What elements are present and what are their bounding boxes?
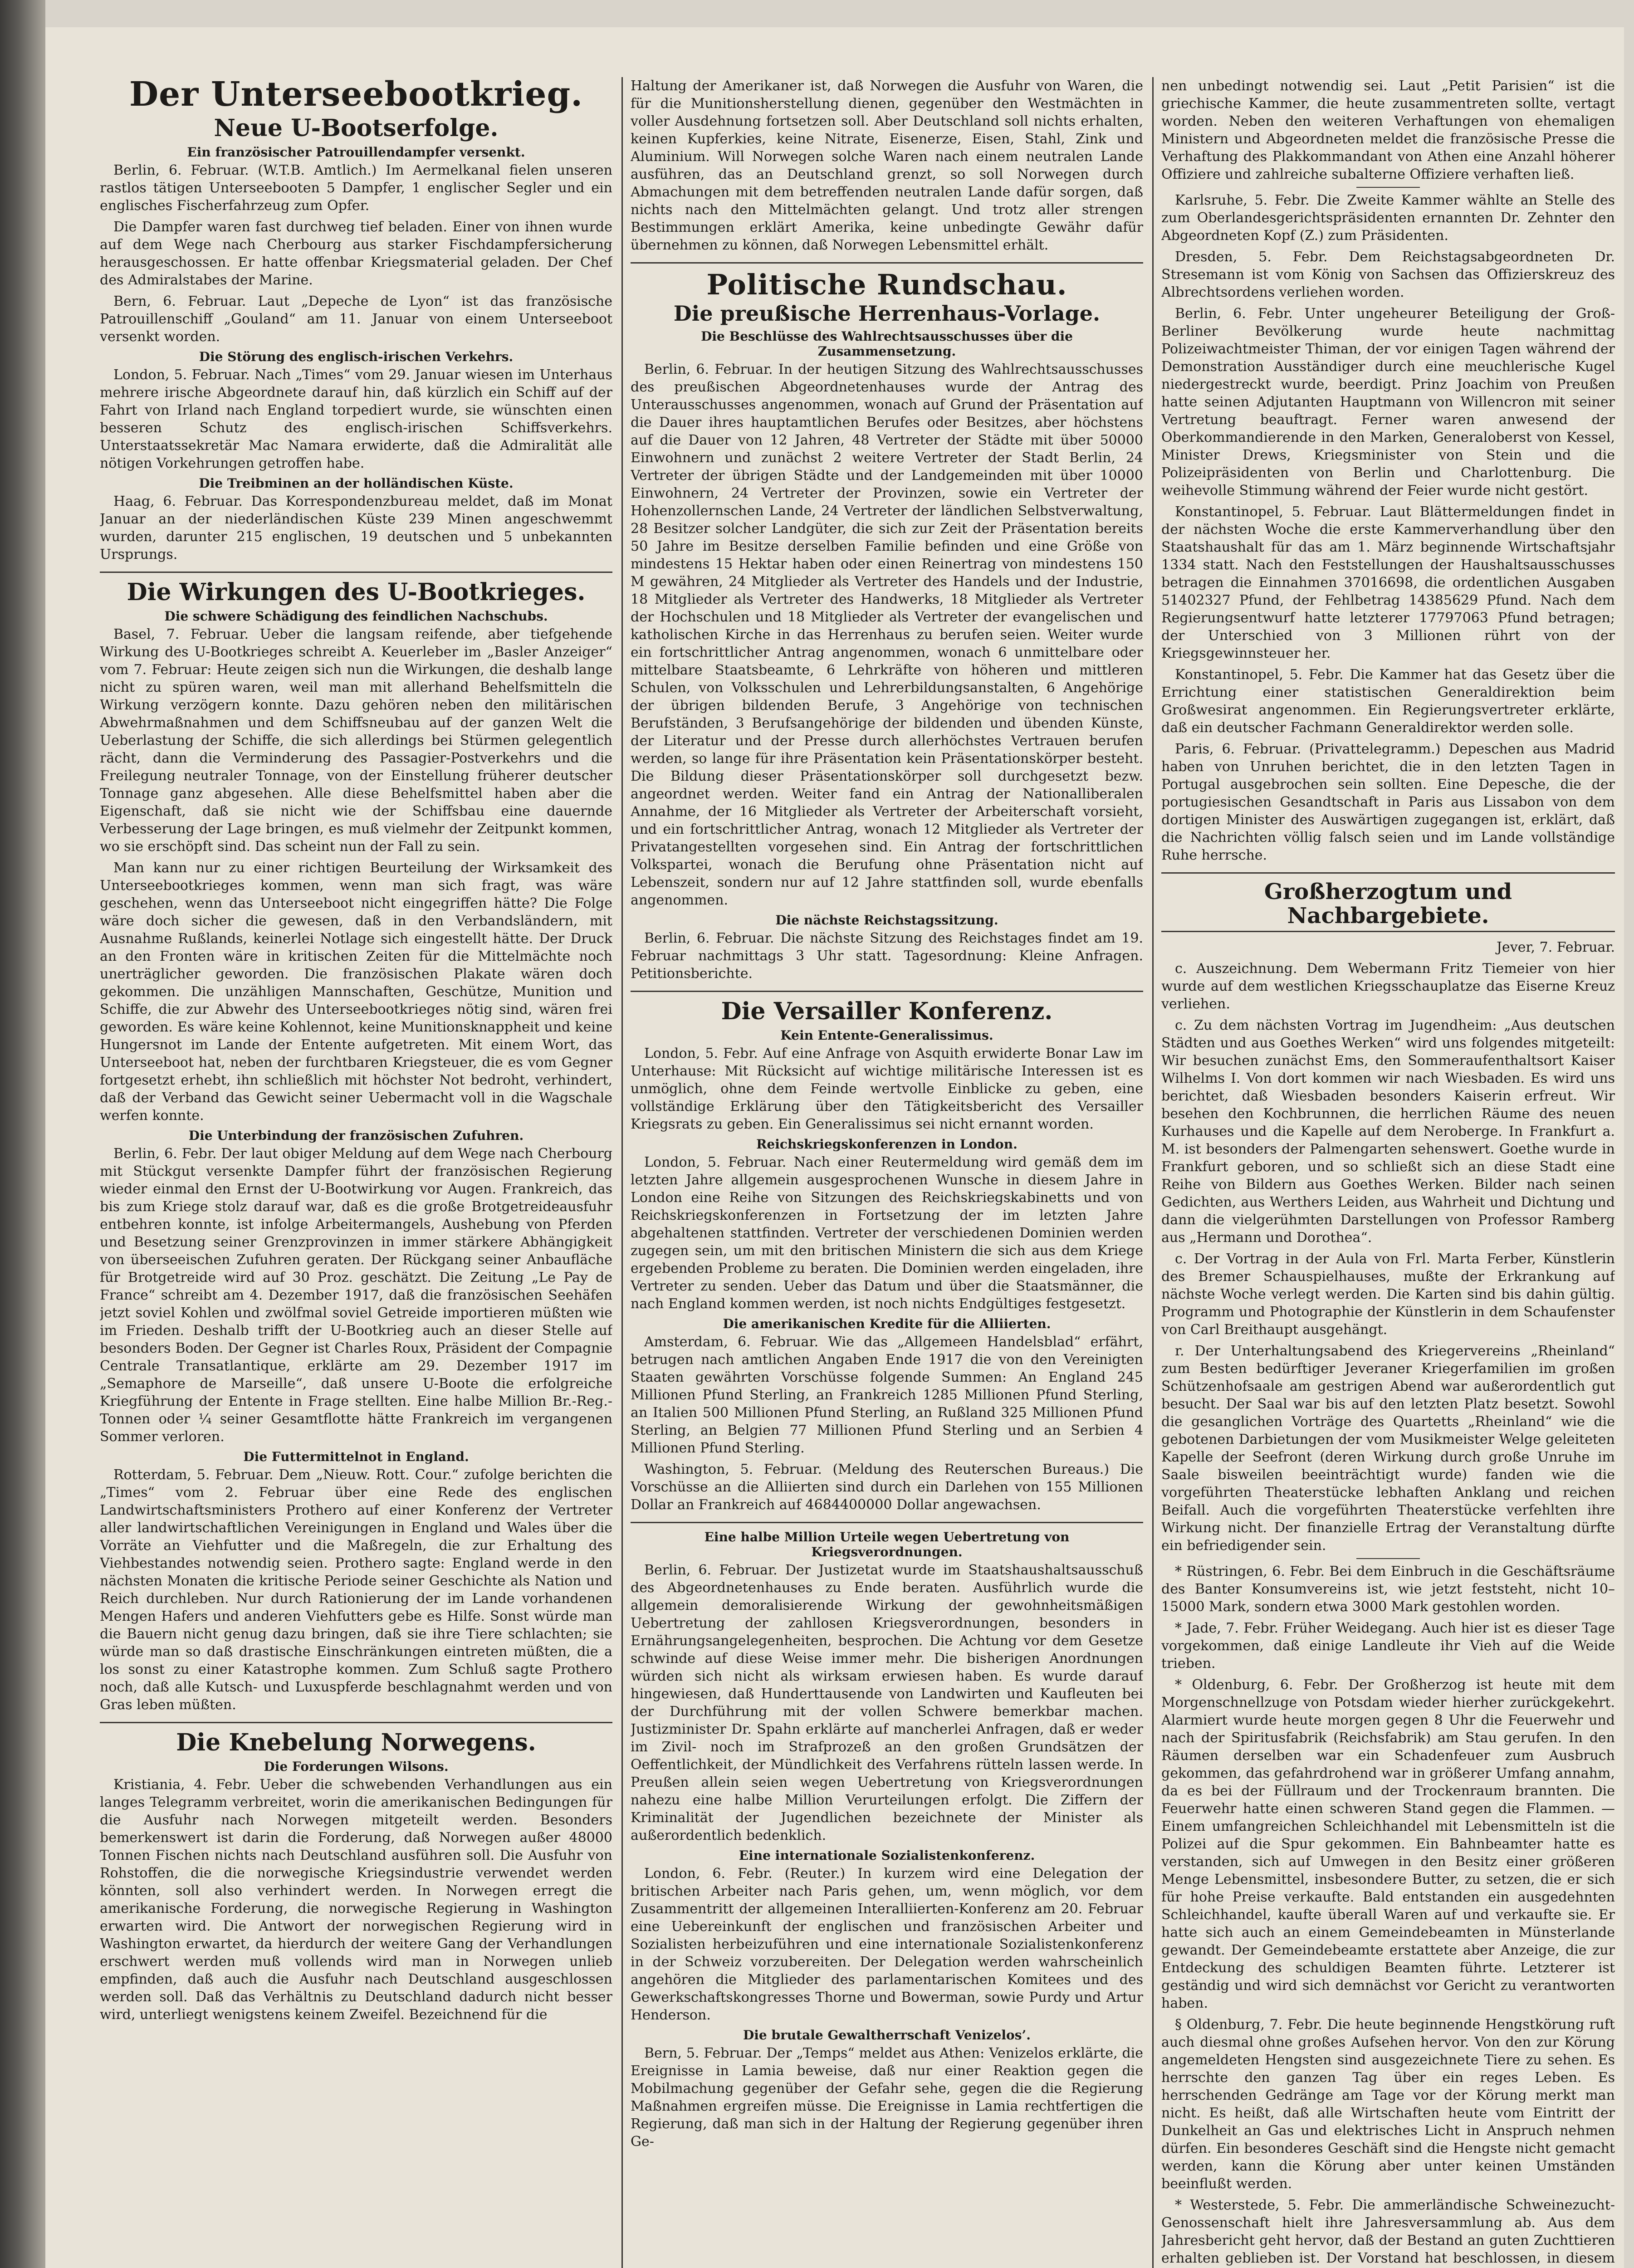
section-rule: [1161, 931, 1615, 932]
section-heading: Ein französischer Patrouillendampfer versenkt.: [187, 144, 525, 160]
separator: [1356, 1558, 1420, 1559]
article-paragraph: Konstantinopel, 5. Febr. Die Kammer hat das Gesetz über die Errichtung einer statistischen Generaldirektion beim Großwesirat angenommen. Ein Regierungsvertreter erklärte, daß ein deutscher Fachmann Generaldirektor werden solle.: [1161, 667, 1615, 736]
section-heading: Reichskriegskonferenzen in London.: [756, 1136, 1018, 1152]
article-paragraph: Washington, 5. Februar. (Meldung des Reuterschen Bureaus.) Die Vorschüsse an die Alliierten sind durch ein Darlehen von 155 Millionen Dollar an Frankreich auf 4684400000 Dollar angewachsen.: [631, 1461, 1143, 1513]
article-paragraph: Rotterdam, 5. Februar. Dem „Nieuw. Rott. Cour.“ zufolge berichten die „Times“ vom 2. Februar über eine Rede des englischen Landwirtschaftsministers Prothero auf einer Konferenz der Vertreter aller landwirtschaftlichen Vereinigungen in England und Wales über die Vorräte an Viehfutter und die Maßregeln, die zur Erhaltung des Viehbestandes notwendig seien. Prothero sagte: England werde in den nächsten Monaten die kritische Periode seiner Geschichte als Nation und Reich durchleben. Nur durch Rationierung der im Lande vorhandenen Mengen Hafers und anderen Viehfutters gebe es Hilfe. Sonst würde man die Bauern nicht genug dazu bringen, daß sie ihre Tiere schlachten; sie würde man so daß drastische Einschränkungen eintreten müßten, die a los sonst zu einer Katastrophe kommen. Zum Schluß sagte Prothero noch, daß alle Kutsch- und Luxuspferde beschlagnahmt werden und von Gras leben müßten.: [100, 1467, 612, 1713]
dateline: Jever, 7. Februar.: [1496, 939, 1615, 955]
column-2: [631, 77, 1143, 2268]
column-1: [100, 77, 612, 2268]
column-3: [1161, 77, 1615, 2268]
article-paragraph: * Jade, 7. Febr. Früher Weidegang. Auch hier ist es dieser Tage vorgekommen, daß einige Landleute ihr Vieh auf die Weide trieben.: [1161, 1620, 1615, 1672]
section-heading: Eine halbe Million Urteile wegen Uebertretung von Kriegsverordnungen.: [704, 1529, 1070, 1559]
article-paragraph: Die Dampfer waren fast durchweg tief beladen. Einer von ihnen wurde auf dem Wege nach Cherbourg aus starker Fischdampfersicherung herausgeschossen. Er hatte offenbar Kriegsmaterial geladen. Der Chef des Admiralstabes der Marine.: [100, 219, 612, 288]
article-paragraph: Amsterdam, 6. Februar. Wie das „Allgemeen Handelsblad“ erfährt, betrugen nach amtlichen Angaben Ende 1917 die von den Vereinigten Staaten gewährten Vorschüsse folgende Summen: An England 245 Millionen Pfund Sterling, an Frankreich 1285 Millionen Pfund Sterling, an Italien 500 Millionen Pfund Sterling, an Rußland 325 Millionen Pfund Sterling, an Belgien 77 Millionen Pfund Sterling und an Serbien 4 Millionen Pfund Sterling.: [631, 1334, 1143, 1456]
section-heading: Die Unterbindung der französischen Zufuhren.: [188, 1128, 524, 1144]
article-paragraph: Kristiania, 4. Febr. Ueber die schwebenden Verhandlungen aus ein langes Telegramm verbreitet, worin die amerikanischen Bedingungen für die Ausfuhr nach Norwegen mitgeteilt werden. Besonders bemerkenswert ist darin die Forderung, daß Norwegen außer 48000 Tonnen Fischen nichts nach Deutschland ausführen soll. Die Ausfuhr von Rohstoffen, die die norwegische Kriegsindustrie verwendet werden könnten, soll also verhindert werden. In Norwegen erregt die amerikanische Forderung, die norwegische Regierung in Washington erwarten wird. Die Antwort der norwegischen Regierung wird in Washington erwartet, da hierdurch der weitere Gang der Verhandlungen erschwert werden muß vollends wird man in Norwegen unlieb empfinden, daß auch die Ausfuhr nach Deutschland ausgeschlossen werden soll. Daß das Verhältnis zu Deutschland dadurch nicht besser wird, unterliegt wenigstens keinem Zweifel. Bezeichnend für die: [100, 1777, 612, 2023]
article-paragraph: Paris, 6. Februar. (Privattelegramm.) Depeschen aus Madrid haben von Unruhen berichtet, die in den letzten Tagen in Portugal ausgebrochen sein sollten. Eine Depesche, die der portugiesischen Gesandtschaft in Paris aus Lissabon von dem dortigen Minister des Auswärtigen zugegangen ist, erklärt, daß die Nachrichten völlig falsch seien und im Lande vollständige Ruhe herrsche.: [1161, 741, 1615, 863]
article-paragraph: * Westerstede, 5. Febr. Die ammerländische Schweinezucht-Genossenschaft hielt ihre Jahresversammlung ab. Aus dem Jahresbericht geht hervor, daß der Bestand an guten Zuchttieren erhalten geblieben ist. Der Vorstand hat beschlossen, in diesem: [1161, 2197, 1615, 2266]
article-paragraph: Basel, 7. Februar. Ueber die langsam reifende, aber tiefgehende Wirkung des U-Bootkrieges schreibt A. Keuerleber im „Basler Anzeiger“ vom 7. Februar: Heute zeigen sich nun die Wirkungen, die deshalb lange nicht zu spüren waren, weil man mit allerhand Behelfsmitteln die Wirkung verzögern konnte. Dazu gehören neben den militärischen Abwehrmaßnahmen und dem Schiffsneubau auf der ganzen Welt die Ueberlastung der Schiffe, die sich allerdings bei Stürmen gelegentlich rächt, dann die Verminderung des Passagier-Postverkehrs und die Freilegung neutraler Tonnage, von der Einstellung früherer deutscher Tonnage ganz abgesehen. Alle diese Behelfsmittel haben aber die Eigenschaft, daß sie nicht wie der Schiffsbau eine dauernde Verbesserung der Lage bringen, es muß vielmehr der Zeitpunkt kommen, wo sie erschöpft sind. Das scheint nun der Fall zu sein.: [100, 626, 612, 855]
section-rule: [1161, 872, 1615, 874]
headline: Der Unterseebootkrieg.: [129, 77, 583, 114]
article-paragraph: Berlin, 6. Febr. Unter ungeheurer Beteiligung der Groß-Berliner Bevölkerung wurde heute nachmittag Polizeiwachtmeister Thiman, der vor einigen Tagen während der Demonstration Ausständiger durch eine meuchlerische Kugel niedergestreckt wurde, beerdigt. Prinz Joachim von Preußen hatte seinen Adjutanten Hauptmann von Willencron mit seiner Vertretung beauftragt. Ferner waren anwesend der Oberkommandierende in den Marken, Generaloberst von Kessel, Minister Drews, Kriegsminister von Stein und die Polizeipräsidenten von Berlin und Charlottenburg. Die weihevolle Stimmung während der Feier wurde nicht gestört.: [1161, 306, 1615, 499]
column-divider: [621, 77, 623, 2268]
section-rule: [631, 991, 1143, 992]
article-paragraph: London, 6. Febr. (Reuter.) In kurzem wird eine Delegation der britischen Arbeiter nach Paris gehen, um, wenn möglich, vor dem Zusammentritt der allgemeinen Interalliierten-Konferenz am 20. Februar eine Uebereinkunft der englischen und französischen Arbeiter und Sozialisten herbeizuführen und eine internationale Sozialistenkonferenz in der Schweiz vorzubereiten. Der Delegation werden wahrscheinlich angehören die Mitglieder des parlamentarischen Komitees und des Gewerkschaftskongresses Thorne und Bowerman, sowie Purdy und Artur Henderson.: [631, 1865, 1143, 2023]
article-paragraph: Konstantinopel, 5. Februar. Laut Blättermeldungen findet in der nächsten Woche die erste Kammerverhandlung über den Staatshaushalt für das am 1. März beginnende Wirtschaftsjahr 1334 statt. Nach den Feststellungen der Haushaltsausschusses betragen die Einnahmen 37016698, die ordentlichen Ausgaben 51402327 Pfund, der Fehlbetrag 14385629 Pfund. Nach dem Regierungsentwurf hatte letzterer 17797063 Pfund betragen; der Unterschied von 3 Millionen rührt von der Kriegsgewinnsteuer her.: [1161, 504, 1615, 661]
article-paragraph: Berlin, 6. Februar. In der heutigen Sitzung des Wahlrechtsausschusses des preußischen Abgeordnetenhauses wurde der Antrag des Unterausschusses angenommen, wonach auf Grund der Präsentation auf die Dauer ihres hauptamtlichen Berufes oder Besitzes, aber höchstens auf die Dauer von 12 Jahren, 48 Vertreter der Städte mit über 50000 Einwohnern und zunächst 2 weitere Vertreter der Stadt Berlin, 24 Vertreter der übrigen Städte und der Landgemeinden mit über 10000 Einwohnern, 24 Vertreter der Provinzen, sowie ein Vertreter der Hohenzollernschen Lande, 24 Vertreter der ländlichen Selbstverwaltung, 28 Besitzer solcher Landgüter, die sich zur Zeit der Präsentation bereits 50 Jahre im Besitze derselben Familie befinden und eine Größe von mindestens 15 Hektar haben oder einen Reinertrag von mindestens 150 M gewähren, 24 Mitglieder als Vertreter des Handels und der Industrie, 18 Mitglieder als Vertreter des Handwerks, 18 Mitglieder als Vertreter der Hochschulen und 18 Mitglieder als Vertreter der evangelischen und katholischen Kirche in das Herrenhaus zu berufen seien. Weiter wurde ein fortschrittlicher Antrag angenommen, wonach 6 unmittelbare oder mittelbare Staatsbeamte, 6 Lehrkräfte von höheren und mittleren Schulen, von Volksschulen und Lehrerbildungsanstalten, 6 Angehörige der übrigen bildenden Berufe, 3 Angehörige von technischen Berufständen, 3 Berufsangehörige der bildenden und übenden Künste, der Literatur und der Presse durch allerhöchstes Vertrauen berufen werden, so lange für ihre Präsentation kein Präsentationskörper besteht. Die Bildung dieser Präsentationskörper soll durchgesetzt bezw. angeordnet werden. Weiter fand ein Antrag der Nationalliberalen Annahme, der 16 Mitglieder als Vertreter der Arbeiterschaft vorsieht, und ein fortschrittlicher Antrag, wonach 12 Mitglieder als Vertreter der Privatangestellten vorgesehen sind. Ein Antrag der fortschrittlichen Volkspartei, wonach die Berufung ohne Präsentation nicht auf Lebenszeit, sondern nur auf 12 Jahre stattfinden soll, wurde ebenfalls angenommen.: [631, 361, 1143, 908]
article-paragraph: Berlin, 6. Februar. Die nächste Sitzung des Reichstages findet am 19. Februar nachmittags 3 Uhr statt. Tagesordnung: Kleine Anfragen. Petitionsberichte.: [631, 930, 1143, 982]
section-heading: Die Forderungen Wilsons.: [264, 1759, 449, 1774]
subheadline: Die preußische Herrenhaus-Vorlage.: [673, 301, 1101, 326]
article-paragraph: Bern, 5. Februar. Der „Temps“ meldet aus Athen: Venizelos erklärte, die Ereignisse in Lamia beweise, daß nur einer Reaktion gegen die Mobilmachung gegenüber der Gefahr sehe, gegen die die Regierung Maßnahmen ergreifen müsse. Die Ereignisse in Lamia rechtfertigen die Regierung, daß man sich in der Haltung der Regierung gegenüber ihren Ge-: [631, 2045, 1143, 2150]
section-heading: Die brutale Gewaltherrschaft Venizelos’.: [743, 2027, 1031, 2043]
headline: Großherzogtum und Nachbargebiete.: [1264, 879, 1512, 929]
article-paragraph: c. Zu dem nächsten Vortrag im Jugendheim: „Aus deutschen Städten und aus Goethes Werken“ wird uns folgendes mitgeteilt: Wir besuchen zunächst Ems, den Sommeraufenthaltsort Kaiser Wilhelms I. Von dort kommen wir nach Wiesbaden. Es wird uns berichtet, daß Wiesbaden besonders Kaiserin erfreut. Wir besehen den Kochbrunnen, die herrlichen Räume des neuen Kurhauses und die Kapelle auf dem Nerobergе. In Frankfurt a. M. ist besonders der Palmengarten sehenswert. Goethe wurde in Frankfurt geboren, und so schließt sich an diese Stadt eine Reihe von Bildern aus Goethes Werken. Bilder nach seinen Gedichten, aus Werthers Leiden, aus Wahrheit und Dichtung und dann die vielgerühmten Darstellungen von Professor Ramberg aus „Hermann und Dorothea“.: [1161, 1017, 1615, 1246]
article-paragraph: * Rüstringen, 6. Febr. Bei dem Einbruch in die Geschäftsräume des Banter Konsumvereins ist, wie jetzt feststeht, nicht 10–15000 Mark, sondern etwa 3000 Mark gestohlen worden.: [1161, 1563, 1615, 1615]
newspaper-page: [45, 27, 1624, 2268]
subheadline: Neue U-Bootserfolge.: [214, 114, 499, 142]
article-paragraph: r. Der Unterhaltungsabend des Kriegervereins „Rheinland“ zum Besten bedürftiger Jeveraner Kriegerfamilien im großen Schützenhofsaale am gestrigen Abend war außerordentlich gut besucht. Der Saal war bis auf den letzten Platz besetzt. Sowohl die gesanglichen Vorträge des Quartetts „Rheinland“ wie die gebotenen Darbietungen der vom Musikmeister Welge geleiteten Kapelle der Seefront (deren Wirkung durch große Unruhe im Saale bisweilen beeinträchtigt wurde) fanden wie die vorgeführten Theaterstücke lebhaften Anklang und reichen Beifall. Auch die vorgeführten Theaterstücke verfehlten ihre Wirkung nicht. Der finanzielle Ertrag der Veranstaltung dürfte ein befriedigender sein.: [1161, 1343, 1615, 1554]
separator: [1356, 187, 1420, 188]
section-heading: Die amerikanischen Kredite für die Alliierten.: [723, 1316, 1051, 1331]
article-paragraph: nen unbedingt notwendig sei. Laut „Petit Parisien“ ist die griechische Kammer, die heute zusammentreten sollte, vertagt worden. Neben den weiteren Verhaftungen von ehemaligen Ministern und Abgeordneten meldet die französische Presse die Verhaftung des Plakkommandant von Athen eine Anzahl höherer Offiziere und zahlreiche subalterne Offiziere verhaften ließ.: [1161, 78, 1615, 182]
article-paragraph: Karlsruhe, 5. Febr. Die Zweite Kammer wählte an Stelle des zum Oberlandesgerichtspräsidenten ernannten Dr. Zehnter den Abgeordneten Kopf (Z.) zum Präsidenten.: [1161, 192, 1615, 244]
section-rule: [100, 1722, 612, 1723]
article-paragraph: Haltung der Amerikaner ist, daß Norwegen die Ausfuhr von Waren, die für die Munitionsherstellung dienen, gegenüber den Westmächten in voller Ausdehnung fortsetzen soll. Aber Deutschland soll nichts erhalten, keinen Kupferkies, keine Nitrate, Eisenerze, Eisen, Stahl, Zink und Aluminium. Will Norwegen solche Waren nach einem neutralen Lande ausführen, das an Deutschland grenzt, so soll Norwegen durch Abmachungen mit dem betreffenden neutralen Lande dafür sorgen, daß nichts nach den Mittelmächten gelangt. Und trotz aller strengen Bestimmungen erklärt Amerika, keine unbedingte Gewähr dafür übernehmen zu können, daß Norwegen Lebensmittel erhält.: [631, 78, 1143, 253]
article-paragraph: Man kann nur zu einer richtigen Beurteilung der Wirksamkeit des Unterseebootkrieges kommen, wenn man sich fragt, was wäre geschehen, wenn das Unterseeboot nicht eingegriffen hätte? Die Folge wäre doch sicher die gewesen, daß in den Verbandsländern, mit Ausnahme Rußlands, keinerlei Notlage sich eingestellt hätte. Der Druck an den Fronten wäre in kritischen Zeiten für die Mittelmächte noch unerträglicher geworden. Die französischen Plakate wären doch gekommen. Die unzähligen Mannschaften, Geschütze, Munition und Schiffe, die zur Abwehr des Unterseebootkrieges nötig sind, wären frei geworden. Es wäre keine Kohlennot, keine Munitionsknappheit und keine Hungersnot im Lande der Entente aufgetreten. Mit einem Wort, das Unterseeboot hat, neben der furchtbaren Kriegsteuer, die es vom Gegner fortgesetzt erhebt, ihn schließlich mit höchster Not bedroht, verhindert, daß der Verband das Gewicht seiner Uebermacht voll in die Wagschale werfen konnte.: [100, 860, 612, 1124]
headline: Die Versailler Konferenz.: [721, 997, 1053, 1025]
article-paragraph: * Oldenburg, 6. Febr. Der Großherzog ist heute mit dem Morgenschnellzuge von Potsdam wieder hierher zurückgekehrt. Alarmiert wurde heute morgen gegen 8 Uhr die Feuerwehr und nach der Spiritusfabrik (Reichsfabrik) am Stau gerufen. In den Räumen derselben war ein Schadenfeuer zum Ausbruch gekommen, das gefahrdrohend war in größerer Umfang annahm, da es bei der Füllraum und der Trockenraum brannten. Die Feuerwehr hatte einen schweren Stand gegen die Flammen. — Einem umfangreichen Schleichhandel mit Lebensmitteln ist die Polizei auf die Spur gekommen. Ein Bahnbeamter hatte es verstanden, sich auf Umwegen in den Besitz einer größeren Menge Lebensmittel, insbesondere Butter, zu setzen, die er sich für hohe Preise verkaufte. Bald entstanden ein ausgedehnten Schleichhandel, kaufte überall Waren auf und verkaufte sie. Er hatte sich auch an einem Gemeindebeamten in Münsterlande gewandt. Der Gemeindebeamte erstattete aber Anzeige, die zur Entdeckung des schuldigen Beamten führte. Letzterer ist geständig und wird sich demnächst vor Gericht zu verantworten haben.: [1161, 1677, 1615, 2011]
article-paragraph: Dresden, 5. Febr. Dem Reichstagsabgeordneten Dr. Stresemann ist vom König von Sachsen das Offizierskreuz des Albrechtsordens verliehen worden.: [1161, 249, 1615, 300]
column-divider: [1152, 77, 1154, 2268]
article-paragraph: London, 5. Februar. Nach „Times“ vom 29. Januar wiesen im Unterhaus mehrere irische Abgeordnete darauf hin, daß kürzlich ein Schiff auf der Fahrt von Irland nach England torpediert wurde, sie wünschten einen besseren Schutz des englisch-irischen Schiffsverkehrs. Unterstaatssekretär Mac Namara erwiderte, daß die Admiralität alle nötigen Vorkehrungen getroffen habe.: [100, 367, 612, 471]
article-paragraph: c. Der Vortrag in der Aula von Frl. Marta Ferber, Künstlerin des Bremer Schauspielhauses, mußte der Erkrankung auf nächste Woche verlegt werden. Die Karten sind bis dahin gültig. Programm und Photographie der Künstlerin in dem Schaufenster von Carl Breithaupt ausgehängt.: [1161, 1251, 1615, 1338]
section-rule: [631, 262, 1143, 264]
article-paragraph: Haag, 6. Februar. Das Korrespondenzbureau meldet, daß im Monat Januar an der niederländischen Küste 239 Minen angeschwemmt wurden, darunter 215 englischen, 19 deutschen und 5 unbekannten Ursprungs.: [100, 493, 612, 562]
section-heading: Die Beschlüsse des Wahlrechtsausschusses über die Zusammensetzung.: [701, 328, 1073, 359]
section-rule: [100, 572, 612, 573]
article-paragraph: Berlin, 6. Febr. Der laut obiger Meldung auf dem Wege nach Cherbourg mit Stückgut versenkte Dampfer führt der französischen Regierung wieder einmal den Ernst der U-Bootwirkung vor Augen. Frankreich, das bis zum Kriege stolz darauf war, daß es die große Brotgetreideausfuhr entbehren konnte, ist infolge Arbeitermangels, Aushebung von Pferden und Besetzung seiner Grenzprovinzen in immer stärkere Abhängigkeit von überseeischen Zufuhren geraten. Der Rückgang seiner Anbaufläche für Brotgetreide wird auf 30 Proz. geschätzt. Die Zeitung „Le Pay de France“ schreibt am 4. Dezember 1917, daß die französischen Seehäfen jetzt soviel Kohlen und zwölfmal soviel Getreide importieren müßten wie im Frieden. Deshalb trifft der U-Bootkrieg auch an dieser Stelle auf besonders Boden. Der Gegner ist Charles Roux, Präsident der Compagnie Centrale Transatlantique, erklärte am 29. Dezember 1917 im „Semaphore de Marseille“, daß unsere U-Boote die erfolgreiche Kriegführung der Entente in Frage stellten. Eine halbe Million Br.-Reg.-Tonnen oder ¼ seiner Gesamtflotte hätte Frankreich im vergangenen Sommer verloren.: [100, 1146, 612, 1445]
article-paragraph: Berlin, 6. Februar. Der Justizetat wurde im Staatshaushaltsausschuß des Abgeordnetenhauses zu Ende beraten. Ausführlich wurde die allgemein demoralisierende Wirkung der gewohnheitsmäßigen Uebertretung der zahllosen Kriegsverordnungen, besonders in Ernährungsangelegenheiten, besprochen. Die Achtung vor dem Gesetze schwinde auf diese Weise immer mehr. Die bisherigen Anordnungen würden sich nicht als wirksam erwiesen haben. Es wurde darauf hingewiesen, daß Hunderttausende von Landwirten und Kaufleuten bei der Durchführung mit der vollen Schwere bemerkbar machen. Justizminister Dr. Spahn erklärte auf mancherlei Anfragen, daß er weder im Zivil- noch im Strafprozeß an den großen Grundsätzen der Oeffentlichkeit, der Mündlichkeit des Verfahrens rütteln lassen werde. In Preußen allein seien wegen Uebertretung von Kriegsverordnungen nahezu eine halbe Million Verurteilungen erfolgt. Die Ziffern der Kriminalität der Jugendlichen bezeichnete der Minister als außerordentlich bedenklich.: [631, 1562, 1143, 1843]
section-heading: Kein Entente-Generalissimus.: [780, 1027, 993, 1043]
article-paragraph: London, 5. Februar. Nach einer Reutermeldung wird gemäß dem im letzten Jahre allgemein ausgesprochenen Wunsche in diesem Jahre in London eine Reihe von Sitzungen des Reichskriegskabinetts und von Reichskriegskonferenzen in Fortsetzung der im letzten Jahre abgehaltenen stattfinden. Vertreter der verschiedenen Dominien werden zugegen sein, um mit den britischen Ministern die sich aus dem Kriege ergebenden Probleme zu beraten. Die Dominien werden eingeladen, ihre Vertreter zu senden. Ueber das Datum und über die Staatsmänner, die nach England kommen werden, ist noch nichts Endgültiges festgesetzt.: [631, 1154, 1143, 1312]
headline: Die Knebelung Norwegens.: [176, 1729, 536, 1757]
section-heading: Die Störung des englisch-irischen Verkehrs.: [199, 349, 514, 364]
section-heading: Eine internationale Sozialistenkonferenz.: [739, 1848, 1035, 1863]
section-heading: Die schwere Schädigung des feindlichen Nachschubs.: [164, 609, 548, 624]
section-heading: Die nächste Reichstagssitzung.: [775, 912, 998, 928]
section-heading: Die Treibminen an der holländischen Küste.: [199, 475, 514, 491]
headline: Die Wirkungen des U-Bootkrieges.: [127, 578, 586, 606]
article-paragraph: § Oldenburg, 7. Febr. Die heute beginnende Hengstkörung ruft auch diesmal ohne großes Aufsehen hervor. Von den zur Körung angemeldeten Hengsten sind ausgezeichnete Tiere zu sehen. Es herrschte den ganzen Tag über ein reges Leben. Es herrschenden Gedränge am Tage vor der Körung merkt man nicht. Es heißt, daß alle Wirtschaften heute vom Eintritt der Dunkelheit an Gas und elektrisches Licht in Anspruch nehmen dürfen. Ein besonderes Geschäft sind die Hengste nicht gemacht werden, kann die Körung aber unter keinen Umständen beeinflußt werden.: [1161, 2016, 1615, 2192]
article-paragraph: Bern, 6. Februar. Laut „Depeche de Lyon“ ist das französische Patrouillenschiff „Gouland“ am 11. Januar von einem Unterseeboot versenkt worden.: [100, 293, 612, 345]
section-rule: [631, 1522, 1143, 1523]
article-paragraph: Berlin, 6. Februar. (W.T.B. Amtlich.) Im Aermelkanal fielen unseren rastlos tätigen Unterseebooten 5 Dampfer, 1 englischer Segler und ein englisches Fischerfahrzeug zum Opfer.: [100, 162, 612, 214]
book-binding: [0, 0, 45, 2268]
article-paragraph: c. Auszeichnung. Dem Webermann Fritz Tiemeier von hier wurde auf dem westlichen Kriegsschauplatze das Eiserne Kreuz verliehen.: [1161, 960, 1615, 1012]
headline: Politische Rundschau.: [706, 268, 1067, 301]
article-paragraph: London, 5. Febr. Auf eine Anfrage von Asquith erwiderte Bonar Law im Unterhause: Mit Rücksicht auf wichtige militärische Interessen ist es unmöglich, ohne dem Feinde wertvolle Einblicke zu geben, eine vollständige Erklärung über den Tätigkeitsbericht des Versailler Kriegsrats zu geben. Ein Generalissimus sei nicht ernannt worden.: [631, 1045, 1143, 1132]
section-heading: Die Futtermittelnot in England.: [243, 1449, 469, 1465]
